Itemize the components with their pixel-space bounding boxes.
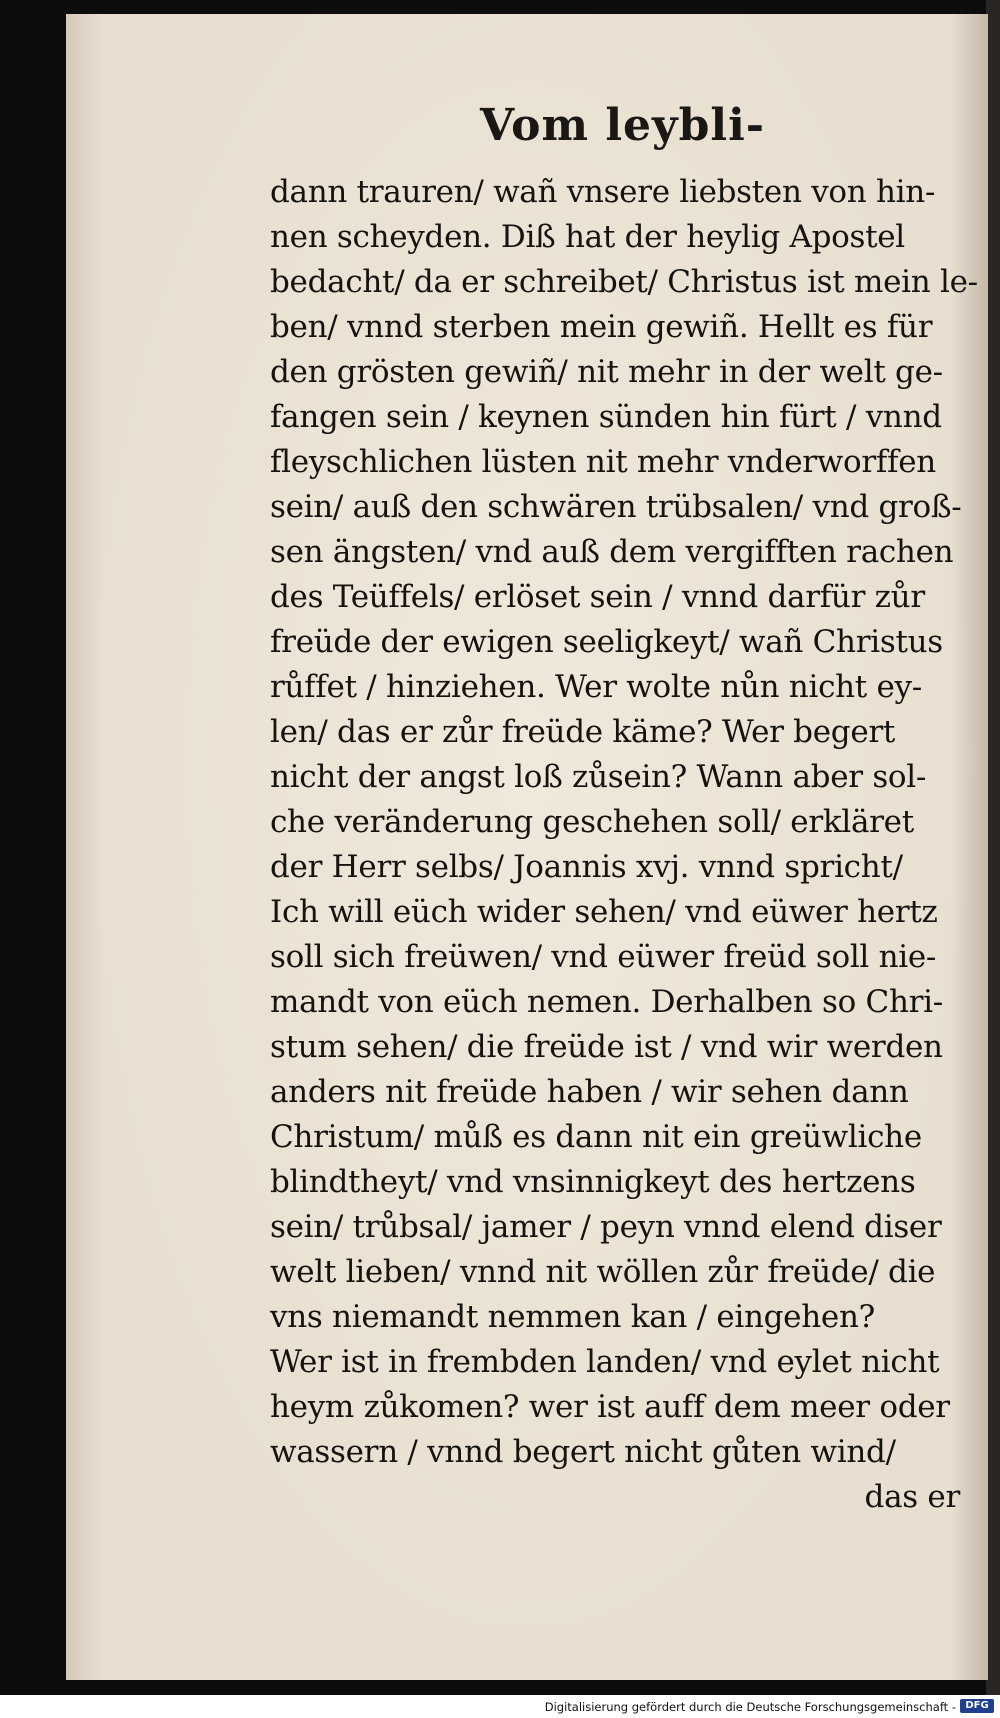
text-line: sein/ auß den schwären trübsalen/ vnd groß- — [270, 489, 962, 525]
text-line: ben/ vnnd sterben mein gewiñ. Hellt es für — [270, 309, 933, 345]
text-line: Christum/ můß es dann nit ein greüwliche — [270, 1119, 922, 1155]
text-line: blindtheyt/ vnd vnsinnigkeyt des hertzens — [270, 1164, 916, 1200]
text-line: wassern / vnnd begert nicht gůten wind/ — [270, 1434, 896, 1470]
text-line: sen ängsten/ vnd auß dem vergifften rachen — [270, 534, 954, 570]
text-line: fleyschlichen lüsten nit mehr vnderworffen — [270, 444, 936, 480]
text-line: nen scheyden. Diß hat der heylig Apostel — [270, 219, 905, 255]
footer-credit: Digitalisierung gefördert durch die Deutsche Forschungsgemeinschaft - — [544, 1700, 956, 1714]
text-line: freüde der ewigen seeligkeyt/ wañ Christus — [270, 624, 943, 660]
text-line: des Teüffels/ erlöset sein / vnnd darfür zůr — [270, 579, 925, 615]
text-line: nicht der angst loß zůsein? Wann aber sol- — [270, 759, 927, 795]
text-line: den grösten gewiñ/ nit mehr in der welt ge- — [270, 354, 943, 390]
text-line: stum sehen/ die freüde ist / vnd wir werden — [270, 1029, 943, 1065]
text-line: fangen sein / keynen sünden hin fürt / vnnd — [270, 399, 942, 435]
text-line: Ich will eüch wider sehen/ vnd eüwer hertz — [270, 894, 938, 930]
book-edge — [986, 0, 1000, 1695]
text-line: der Herr selbs/ Joannis xvj. vnnd spricht/ — [270, 849, 903, 885]
text-line: anders nit freüde haben / wir sehen dann — [270, 1074, 909, 1110]
text-line: che veränderung geschehen soll/ erkläret — [270, 804, 914, 840]
text-line: heym zůkomen? wer ist auff dem meer oder — [270, 1389, 950, 1425]
dfg-logo-icon: DFG — [960, 1699, 994, 1713]
text-line: mandt von eüch nemen. Derhalben so Chri- — [270, 984, 943, 1020]
text-line: soll sich freüwen/ vnd eüwer freüd soll nie- — [270, 939, 937, 975]
text-line: růffet / hinziehen. Wer wolte nůn nicht ey- — [270, 669, 922, 705]
catchword: das er — [864, 1479, 960, 1515]
text-line: welt lieben/ vnnd nit wöllen zůr freüde/ die — [270, 1254, 936, 1290]
text-block — [270, 170, 978, 1520]
running-head: Vom leybli- — [480, 100, 766, 151]
text-line: Wer ist in frembden landen/ vnd eylet nicht — [270, 1344, 940, 1380]
text-line: vns niemandt nemmen kan / eingehen? — [270, 1299, 875, 1335]
text-line: sein/ trůbsal/ jamer / peyn vnnd elend diser — [270, 1209, 942, 1245]
text-line: len/ das er zůr freüde käme? Wer begert — [270, 714, 896, 750]
text-line: bedacht/ da er schreibet/ Christus ist mein le- — [270, 264, 978, 300]
text-line: dann trauren/ wañ vnsere liebsten von hin- — [270, 174, 936, 210]
